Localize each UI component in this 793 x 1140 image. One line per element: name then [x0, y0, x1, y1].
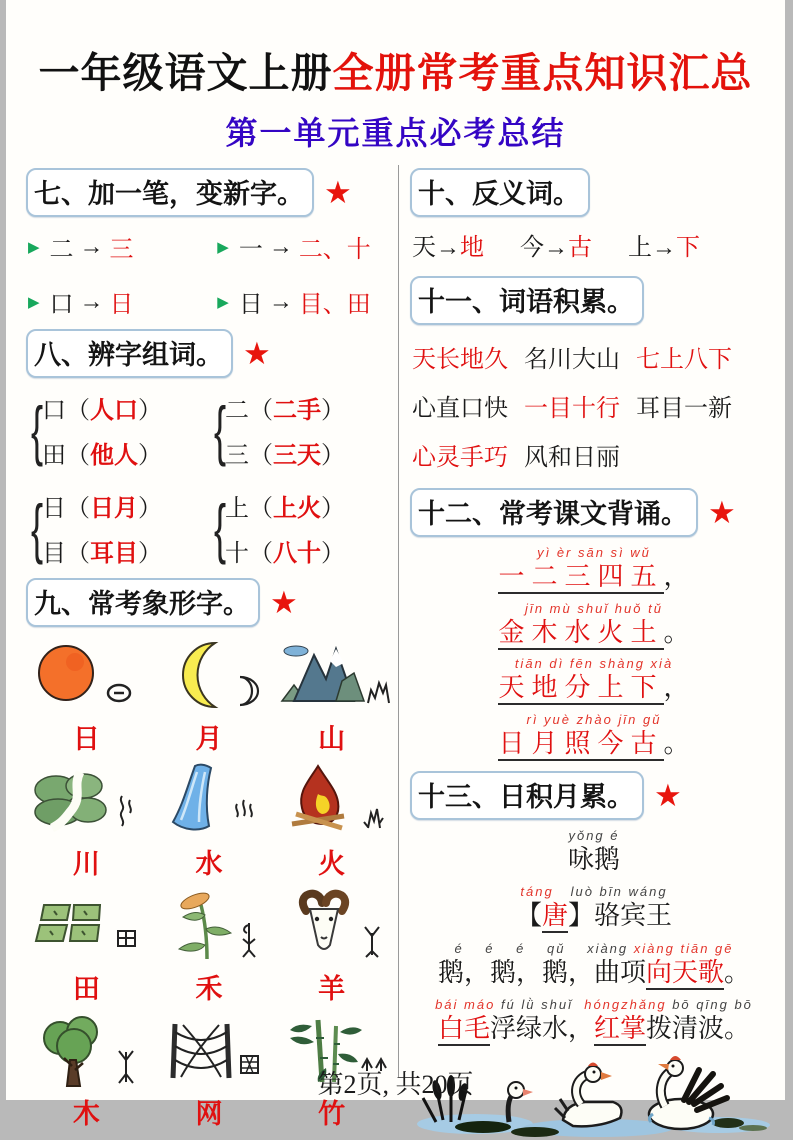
star-icon: ★ — [270, 585, 298, 620]
idiom: 一目十行 — [524, 395, 620, 422]
word-group — [209, 390, 392, 470]
word-line: 田（他人） — [42, 442, 163, 469]
section-8-header — [26, 329, 392, 378]
word-line: 十（八十） — [225, 540, 346, 567]
idiom: 心直口快 — [412, 395, 508, 422]
mountain-illustration — [276, 637, 388, 715]
pictograph-sheep — [271, 887, 392, 1006]
pinyin: táng luò bīn wáng — [520, 883, 668, 899]
idiom-row — [412, 339, 778, 374]
recitation-line — [410, 712, 778, 760]
verse-text: 日月照今古 — [498, 728, 663, 761]
result-char: 目、田 — [298, 291, 371, 318]
pictograph-label: 月 — [195, 724, 223, 754]
section-7-header — [26, 168, 392, 217]
recitation-lines — [410, 545, 778, 759]
star-icon: ★ — [324, 175, 352, 210]
idiom: 心灵手巧 — [412, 444, 508, 471]
section-8-groups — [26, 390, 392, 568]
idiom: 名川大山 — [524, 346, 620, 373]
arrow-icon: → — [268, 232, 293, 260]
poem-title-block — [410, 828, 778, 876]
page-title-black: 一年级语文上册 — [38, 50, 333, 96]
result-char: 三 — [109, 236, 134, 263]
idiom: 七上八下 — [636, 346, 732, 373]
section-7-items — [28, 229, 392, 319]
antonym-pair: 今→古 — [520, 234, 592, 261]
oracle-glyph-grain — [243, 923, 255, 957]
section-12-header — [410, 488, 778, 537]
fire-illustration — [276, 762, 388, 840]
pictograph-moon — [147, 637, 271, 756]
idiom: 天长地久 — [412, 346, 508, 373]
page-title-red: 全册常考重点知识汇总 — [332, 50, 753, 96]
sheep-illustration — [276, 887, 388, 965]
pinyin: yǒng é — [568, 828, 620, 843]
moon-illustration — [153, 637, 265, 715]
arrow-icon: → — [79, 232, 104, 260]
idiom: 耳目一新 — [636, 395, 732, 422]
pictograph-label: 网 — [195, 1099, 223, 1129]
right-column — [410, 168, 778, 1140]
brace-icon: { — [30, 491, 44, 565]
verse-punct: ， — [663, 672, 690, 702]
section-9-title: 九、常考象形字。 — [26, 578, 260, 627]
oracle-glyph-sun — [108, 685, 130, 701]
water-illustration — [153, 762, 265, 840]
pictograph-label: 木 — [72, 1099, 100, 1129]
section-11-header — [410, 276, 778, 325]
river-illustration — [30, 762, 142, 840]
pictograph-label: 日 — [72, 724, 100, 754]
brace-icon: { — [30, 393, 44, 467]
pinyin: rì yuè zhào jīn gǔ — [526, 711, 662, 727]
star-icon: ★ — [708, 495, 736, 530]
arrow-icon: → — [652, 234, 676, 261]
word-line: 口（人口） — [42, 397, 163, 424]
section-7-title: 七、加一笔，变新字。 — [26, 168, 314, 217]
source-char: 二 — [49, 236, 74, 263]
pictograph-water — [147, 762, 271, 881]
verse-punct: 。 — [663, 727, 690, 758]
pinyin: yì èr sān sì wǔ — [537, 545, 651, 560]
worksheet-page — [6, 0, 785, 1129]
triangle-bullet-icon: ▶ — [28, 238, 40, 256]
pinyin: é é é qǔ xiàng xiàng tiān gē — [454, 941, 734, 956]
poem-line-1 — [410, 941, 778, 989]
poem-title: 咏鹅 — [567, 844, 620, 874]
word-group — [26, 488, 209, 568]
oracle-glyph-sheep — [365, 927, 379, 957]
stroke-item — [28, 284, 217, 319]
pictograph-label: 山 — [318, 724, 346, 754]
pictograph-grain — [147, 887, 271, 1006]
grain-illustration — [153, 887, 265, 965]
section-10-header — [410, 168, 778, 217]
word-group — [26, 390, 209, 470]
arrow-icon: → — [436, 234, 460, 261]
triangle-bullet-icon: ▶ — [28, 293, 40, 311]
pictograph-label: 竹 — [318, 1099, 346, 1129]
verse-text: 天地分上下 — [498, 672, 663, 705]
oracle-glyph-field — [118, 931, 135, 946]
result-char: 二、十 — [298, 236, 371, 263]
result-char: 日 — [109, 291, 134, 318]
page-subtitle: 第一单元重点必考总结 — [225, 115, 566, 151]
verse: 白毛浮绿水，红掌拨清波。 — [410, 1012, 778, 1045]
source-char: 口 — [49, 291, 74, 318]
oracle-glyph-moon — [240, 677, 258, 705]
section-13-header — [410, 771, 778, 820]
pictograph-label: 水 — [195, 849, 223, 879]
pictograph-label: 川 — [72, 849, 100, 879]
pictograph-label: 禾 — [195, 974, 223, 1004]
brace-icon: { — [213, 491, 227, 565]
antonym-pair: 上→下 — [628, 234, 700, 261]
pictograph-label: 火 — [318, 849, 346, 879]
pinyin: jīn mù shuǐ huǒ tǔ — [525, 600, 663, 616]
idiom: 风和日丽 — [524, 444, 620, 471]
section-11-title: 十一、词语积累。 — [410, 276, 644, 325]
verse-text: 一二三四五 — [498, 561, 663, 594]
brace-icon: { — [213, 393, 227, 467]
idiom-row — [412, 437, 778, 472]
section-8-title: 八、辨字组词。 — [26, 329, 233, 378]
oracle-glyph-fire — [364, 809, 383, 828]
pictograph-river — [26, 762, 147, 881]
word-line: 目（耳目） — [42, 540, 163, 567]
pictograph-grid — [26, 637, 392, 1131]
pictograph-mountain — [271, 637, 392, 756]
poem-author: 【唐】骆宾王 — [410, 899, 778, 932]
pictograph-sun — [26, 637, 147, 756]
section-13-title: 十三、日积月累。 — [410, 771, 644, 820]
section-10-title: 十、反义词。 — [410, 168, 590, 217]
antonym-pair: 天→地 — [412, 234, 484, 261]
stroke-item — [28, 229, 217, 264]
oracle-glyph-mountain — [368, 683, 389, 703]
page-number: 第2页, 共20页 — [317, 1070, 474, 1099]
recitation-line — [410, 656, 778, 704]
section-9-header — [26, 578, 392, 627]
source-char: 一 — [238, 236, 263, 263]
poem-line-2 — [410, 997, 778, 1045]
star-icon: ★ — [654, 778, 682, 813]
pinyin: tiān dì fēn shàng xià — [514, 656, 674, 671]
stroke-item — [217, 229, 392, 264]
oracle-glyph-river — [121, 796, 131, 826]
pinyin: bái máo fú lǜ shuǐ hóngzhǎng bō qīng bō — [435, 996, 753, 1012]
pictograph-label: 羊 — [318, 974, 346, 1004]
sun-illustration — [30, 637, 142, 715]
verse-punct: ， — [663, 561, 690, 591]
verse: 鹅，鹅，鹅，曲项向天歌。 — [410, 956, 778, 989]
word-group — [209, 488, 392, 568]
triangle-bullet-icon: ▶ — [217, 293, 229, 311]
left-column — [26, 168, 392, 1131]
word-line: 日（日月） — [42, 495, 163, 522]
pictograph-label: 田 — [72, 974, 100, 1004]
idiom-row — [412, 388, 778, 423]
recitation-line — [410, 601, 778, 649]
word-line: 二（二手） — [225, 397, 346, 424]
triangle-bullet-icon: ▶ — [217, 238, 229, 256]
arrow-icon: → — [79, 287, 104, 315]
verse-punct: 。 — [663, 616, 690, 647]
section-12-title: 十二、常考课文背诵。 — [410, 488, 698, 537]
word-line: 上（上火） — [225, 495, 346, 522]
arrow-icon: → — [544, 234, 568, 261]
word-line: 三（三天） — [225, 442, 346, 469]
antonym-row — [412, 227, 778, 262]
verse-text: 金木水火土 — [498, 617, 663, 650]
oracle-glyph-water — [236, 800, 252, 817]
star-icon: ★ — [243, 336, 271, 371]
column-divider — [398, 165, 399, 1077]
stroke-item — [217, 284, 392, 319]
pictograph-field — [26, 887, 147, 1006]
recitation-line — [410, 545, 778, 593]
arrow-icon: → — [268, 287, 293, 315]
page-title — [6, 40, 785, 99]
field-illustration — [30, 887, 142, 965]
poem-author-block — [410, 884, 778, 932]
source-char: 日 — [238, 291, 263, 318]
pictograph-fire — [271, 762, 392, 881]
